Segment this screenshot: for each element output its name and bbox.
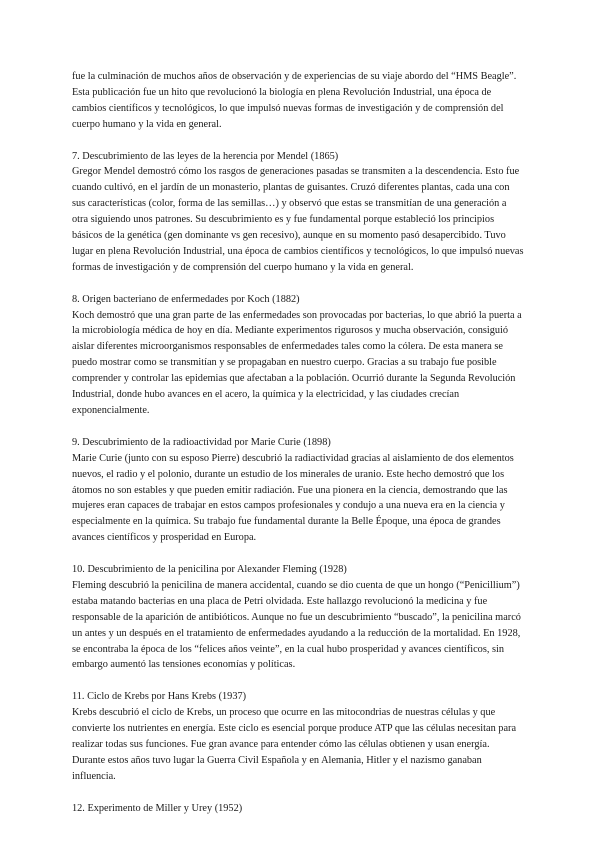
section-body: Marie Curie (junto con su esposo Pierre) descubrió la radiactividad gracias al aislamiento de dos elementos nuevos, el radio y el polonio, durante un estudio de los minerales de uranio. Este hecho demostró que los átomos no son estables y que pueden emitir radiación. Fue una pionera en la ciencia, demostrando que las mujeres eran capaces de trabajar en estos campos profesionales y condujo a una nueva era en la ciencia y especialmente en la química. Su trabajo fue fundamental durante la Belle Époque, una época de grandes avances científicos y prosperidad en Europa. bbox=[72, 452, 514, 544]
section-heading: 8. Origen bacteriano de enfermedades por Koch (1882) bbox=[72, 293, 300, 305]
document-page bbox=[72, 69, 524, 817]
section-body: Krebs descubrió el ciclo de Krebs, un proceso que ocurre en las mitocondrias de nuestras células y que convierte los nutrientes en energía. Este ciclo es esencial porque produce ATP que las células necesitan para realizar todas sus funciones. Fue gran avance para entender cómo las células obtienen y usan energía. Durante estos años tuvo lugar la Guerra Civil Española y en Alemania, Hitler y el nazismo ganaban influencia. bbox=[72, 707, 517, 782]
section-heading: 7. Descubrimiento de las leyes de la herencia por Mendel (1865) bbox=[72, 150, 339, 162]
section-curie bbox=[72, 435, 524, 546]
section-heading: 12. Experimento de Miller y Urey (1952) bbox=[72, 802, 243, 814]
intro-paragraph: fue la culminación de muchos años de observación y de experiencias de su viaje abordo del “HMS Beagle”. Esta publicación fue un hito que revolucionó la biología en plena Revolución Industrial, una época de cambios científicos y tecnológicos, lo que impulsó nuevas formas de investigación y de comprensión del cuerpo humano y la vida en general. bbox=[72, 71, 517, 130]
section-heading: 9. Descubrimiento de la radioactividad por Marie Curie (1898) bbox=[72, 436, 331, 448]
section-mendel bbox=[72, 149, 524, 276]
section-koch bbox=[72, 292, 524, 419]
section-heading: 10. Descubrimiento de la penicilina por Alexander Fleming (1928) bbox=[72, 564, 347, 576]
section-heading: 11. Ciclo de Krebs por Hans Krebs (1937) bbox=[72, 691, 247, 703]
section-krebs bbox=[72, 689, 524, 784]
section-body: Gregor Mendel demostró cómo los rasgos de generaciones pasadas se transmiten a la descendencia. Esto fue cuando cultivó, en el jardín de un monasterio, plantas de guisantes. Cruzó diferentes plantas, cada una con sus características (color, forma de las semillas…) y observó que estas se transmitían de una generación a otra siguiendo unos patrones. Su descubrimiento es y fue fundamental porque estableció los principios básicos de la genética (gen dominante vs gen recesivo), aunque en su momento pasó desapercibido. Tuvo lugar en plena Revolución Industrial, una época de cambios científicos y tecnológicos, lo que impulsó nuevas formas de investigación y de comprensión del cuerpo humano y la vida en general. bbox=[72, 166, 524, 273]
section-body: Koch demostró que una gran parte de las enfermedades son provocadas por bacterias, lo que abrió la puerta a la microbiología médica de hoy en día. Mediante experimentos rigurosos y mucha observación, consiguió aislar diferentes microorganismos responsables de enfermedades tales como la cólera. De esta manera se puedo mostrar como se transmitían y se propagaban en nuestro cuerpo. Gracias a su trabajo fue posible comprender y controlar las epidemias que afectaban a la población. Ocurrió durante la Segunda Revolución Industrial, donde hubo avances en el acero, la química y la electricidad, y las ciudades crecían exponencialmente. bbox=[72, 309, 522, 416]
section-miller-urey bbox=[72, 801, 524, 817]
section-fleming bbox=[72, 562, 524, 673]
section-body: Fleming descubrió la penicilina de manera accidental, cuando se dio cuenta de que un hongo (“Penicillium”) estaba matando bacterias en una placa de Petri olvidada. Este hallazgo revolucionó la medicina y fue responsable de la aparición de antibióticos. Aunque no fue un descubrimiento “buscado”, la penicilina marcó un antes y un después en el tratamiento de enfermedades ayudando a la reducción de la mortalidad. En 1928, se encontraba la época de los “felices años veinte”, en la cual hubo prosperidad y avances científicos, sin embargo aumentó las tensiones economías y políticas. bbox=[72, 579, 521, 671]
